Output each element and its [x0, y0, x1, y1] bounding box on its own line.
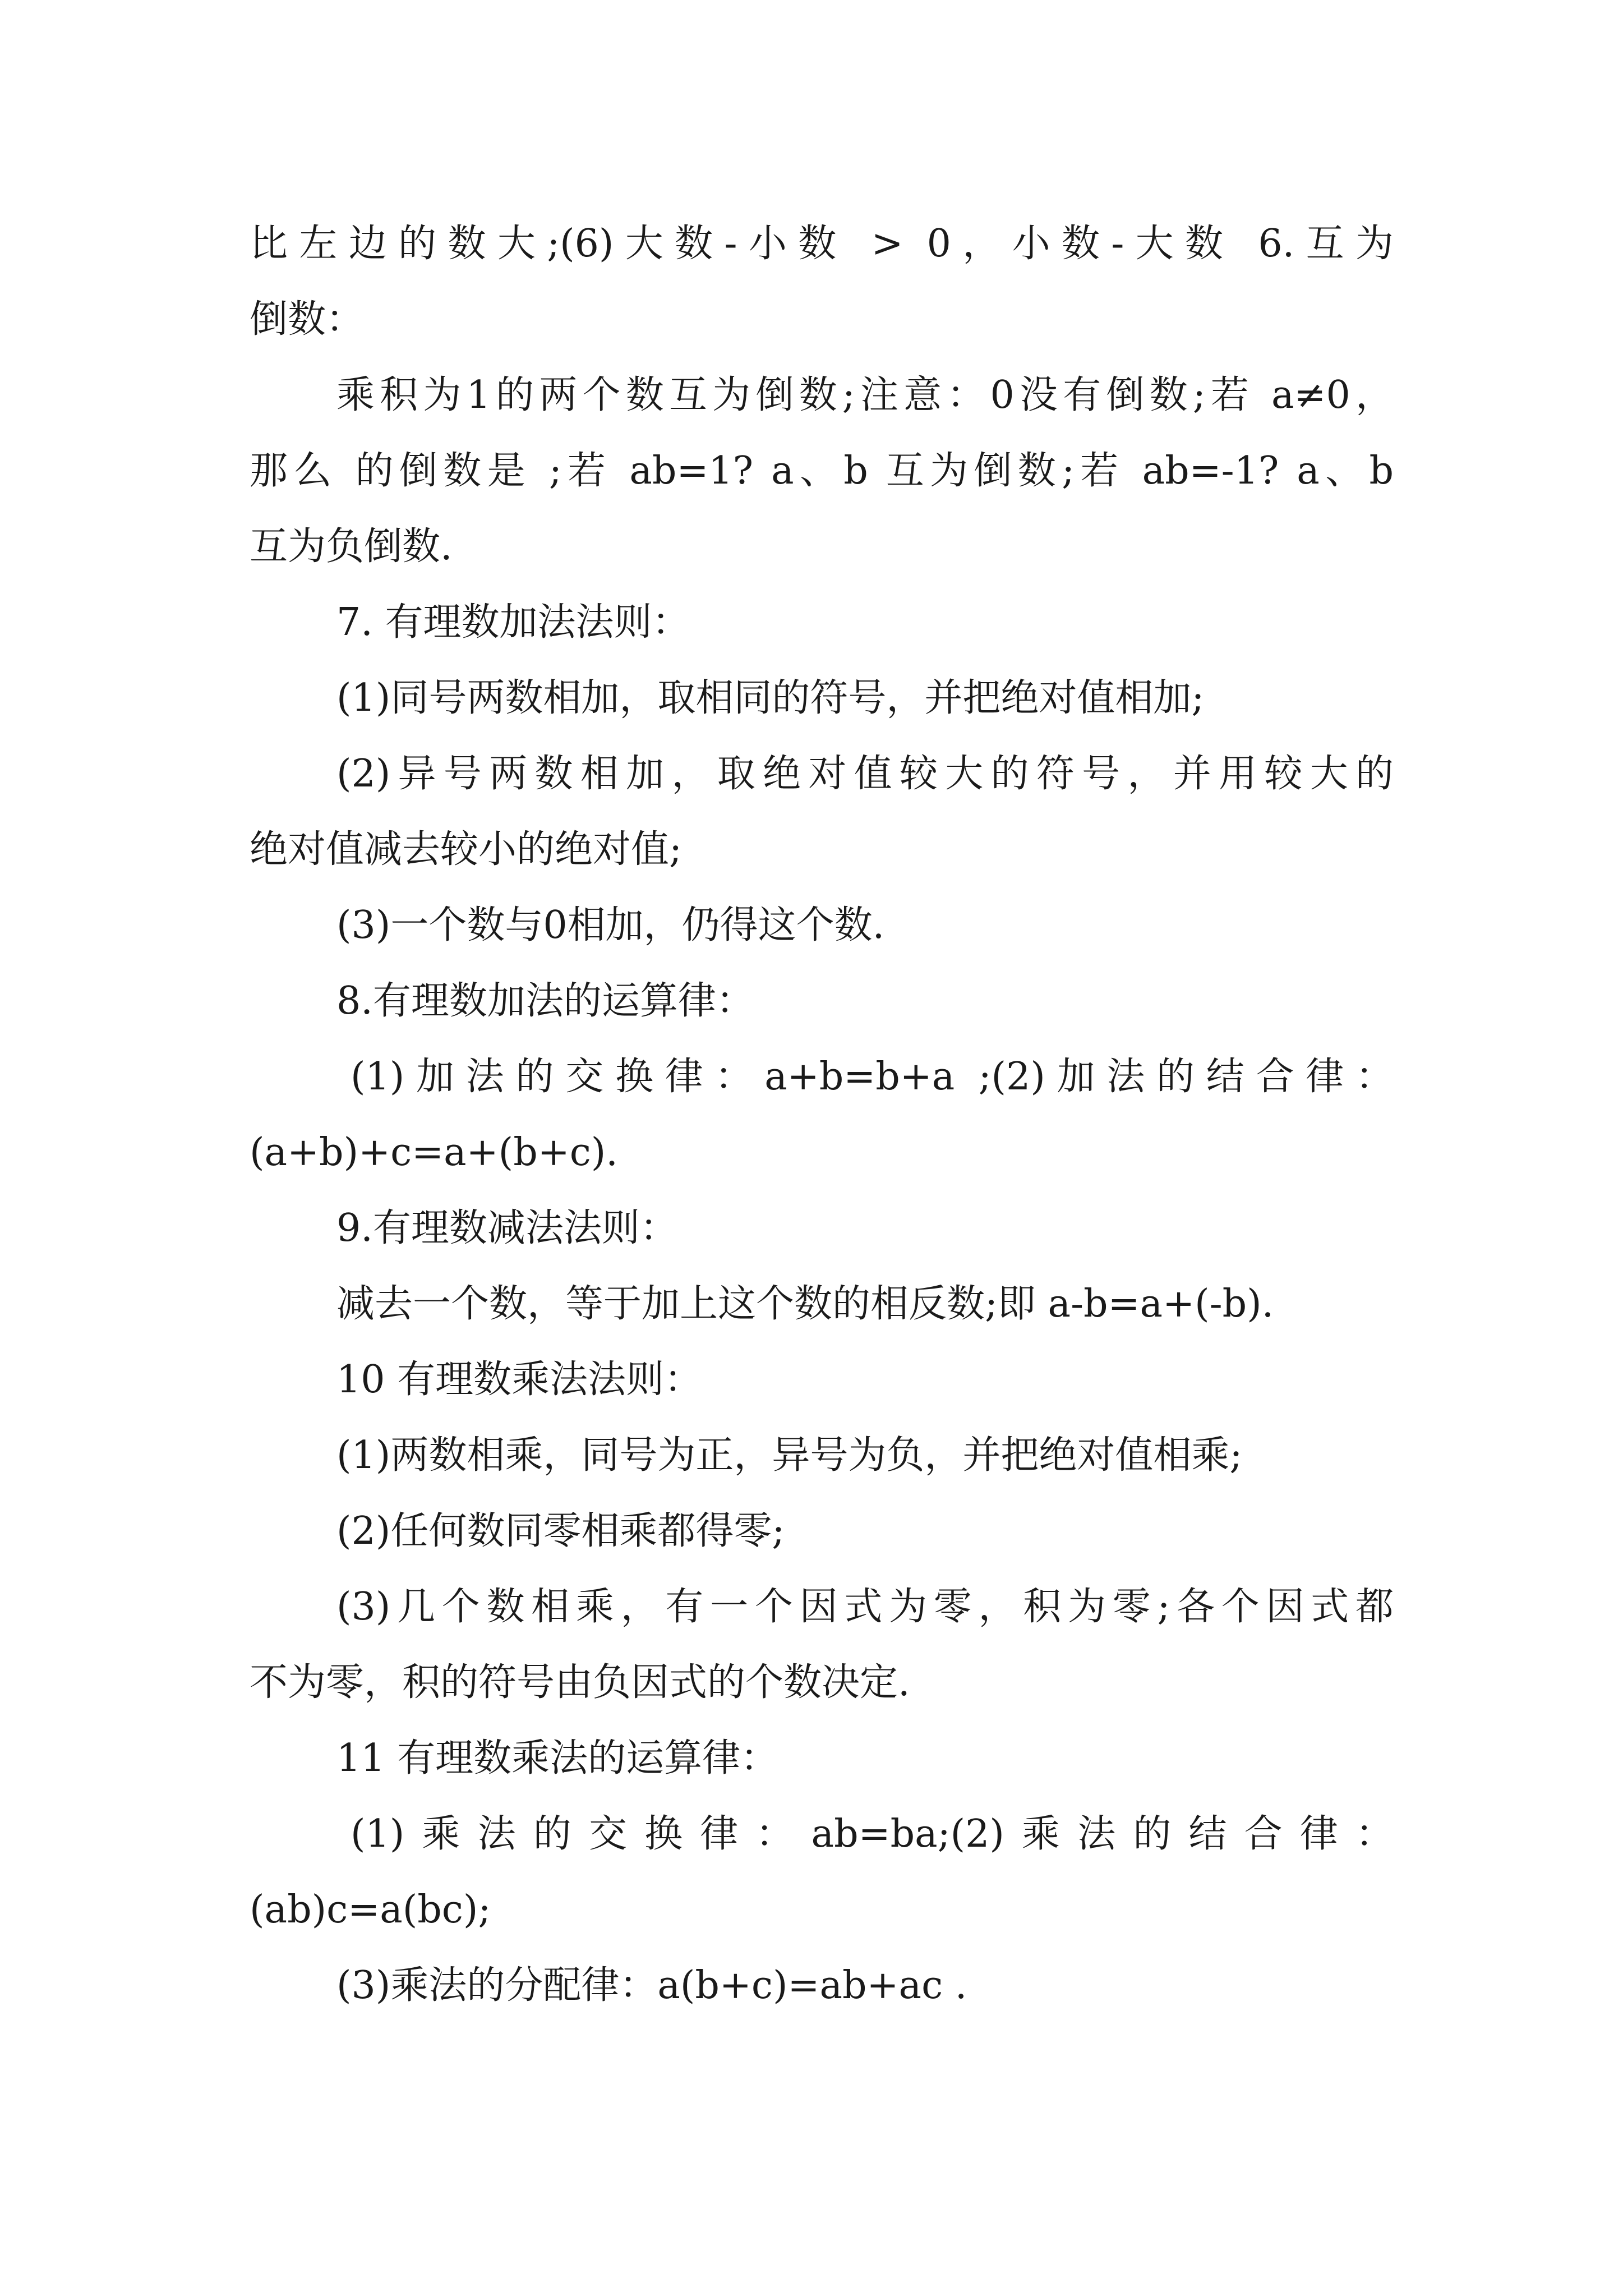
- text-line: (3)一个数与0相加，仍得这个数.: [336, 903, 885, 947]
- text-line: (1)同号两数相加，取相同的符号，并把绝对值相加;: [336, 676, 1205, 720]
- text-line: 减去一个数，等于加上这个数的相反数;即 a-b=a+(-b).: [336, 1282, 1274, 1326]
- text-line: (2)任何数同零相乘都得零;: [336, 1509, 785, 1553]
- text-line: 比左边的数大;(6)大数-小数 > 0，小数-大数 6.互为: [250, 222, 1394, 266]
- text-line: (1)加法的交换律：a+b=b+a ;(2)加法的结合律：: [351, 1055, 1394, 1099]
- section-heading: 7. 有理数加法法则：: [336, 600, 690, 645]
- text-line: 倒数：: [250, 297, 365, 342]
- text-line: (2)异号两数相加，取绝对值较大的符号，并用较大的: [336, 752, 1394, 796]
- section-heading: 9.有理数减法法则：: [336, 1206, 678, 1250]
- text-line: (ab)c=a(bc);: [250, 1888, 491, 1932]
- text-line: (3)乘法的分配律：a(b+c)=ab+ac .: [336, 1963, 967, 2008]
- text-line: 乘积为1的两个数互为倒数;注意：0没有倒数;若 a≠0，: [336, 373, 1394, 417]
- section-heading: 11 有理数乘法的运算律：: [336, 1736, 779, 1780]
- text-line: (a+b)+c=a+(b+c).: [250, 1130, 618, 1175]
- text-line: (3)几个数相乘，有一个因式为零，积为零;各个因式都: [336, 1585, 1394, 1629]
- text-line: 那么 的倒数是 ;若 ab=1? a、b 互为倒数;若 ab=-1? a、b: [250, 449, 1394, 493]
- text-line: (1)两数相乘，同号为正，异号为负，并把绝对值相乘;: [336, 1433, 1243, 1478]
- text-line: (1)乘法的交换律：ab=ba;(2)乘法的结合律：: [351, 1812, 1394, 1856]
- section-heading: 8.有理数加法的运算律：: [336, 979, 754, 1023]
- text-line: 绝对值减去较小的绝对值;: [250, 827, 682, 872]
- text-line: 不为零，积的符号由负因式的个数决定.: [250, 1660, 910, 1705]
- text-line: 互为负倒数.: [250, 524, 453, 569]
- section-heading: 10 有理数乘法法则：: [336, 1358, 703, 1402]
